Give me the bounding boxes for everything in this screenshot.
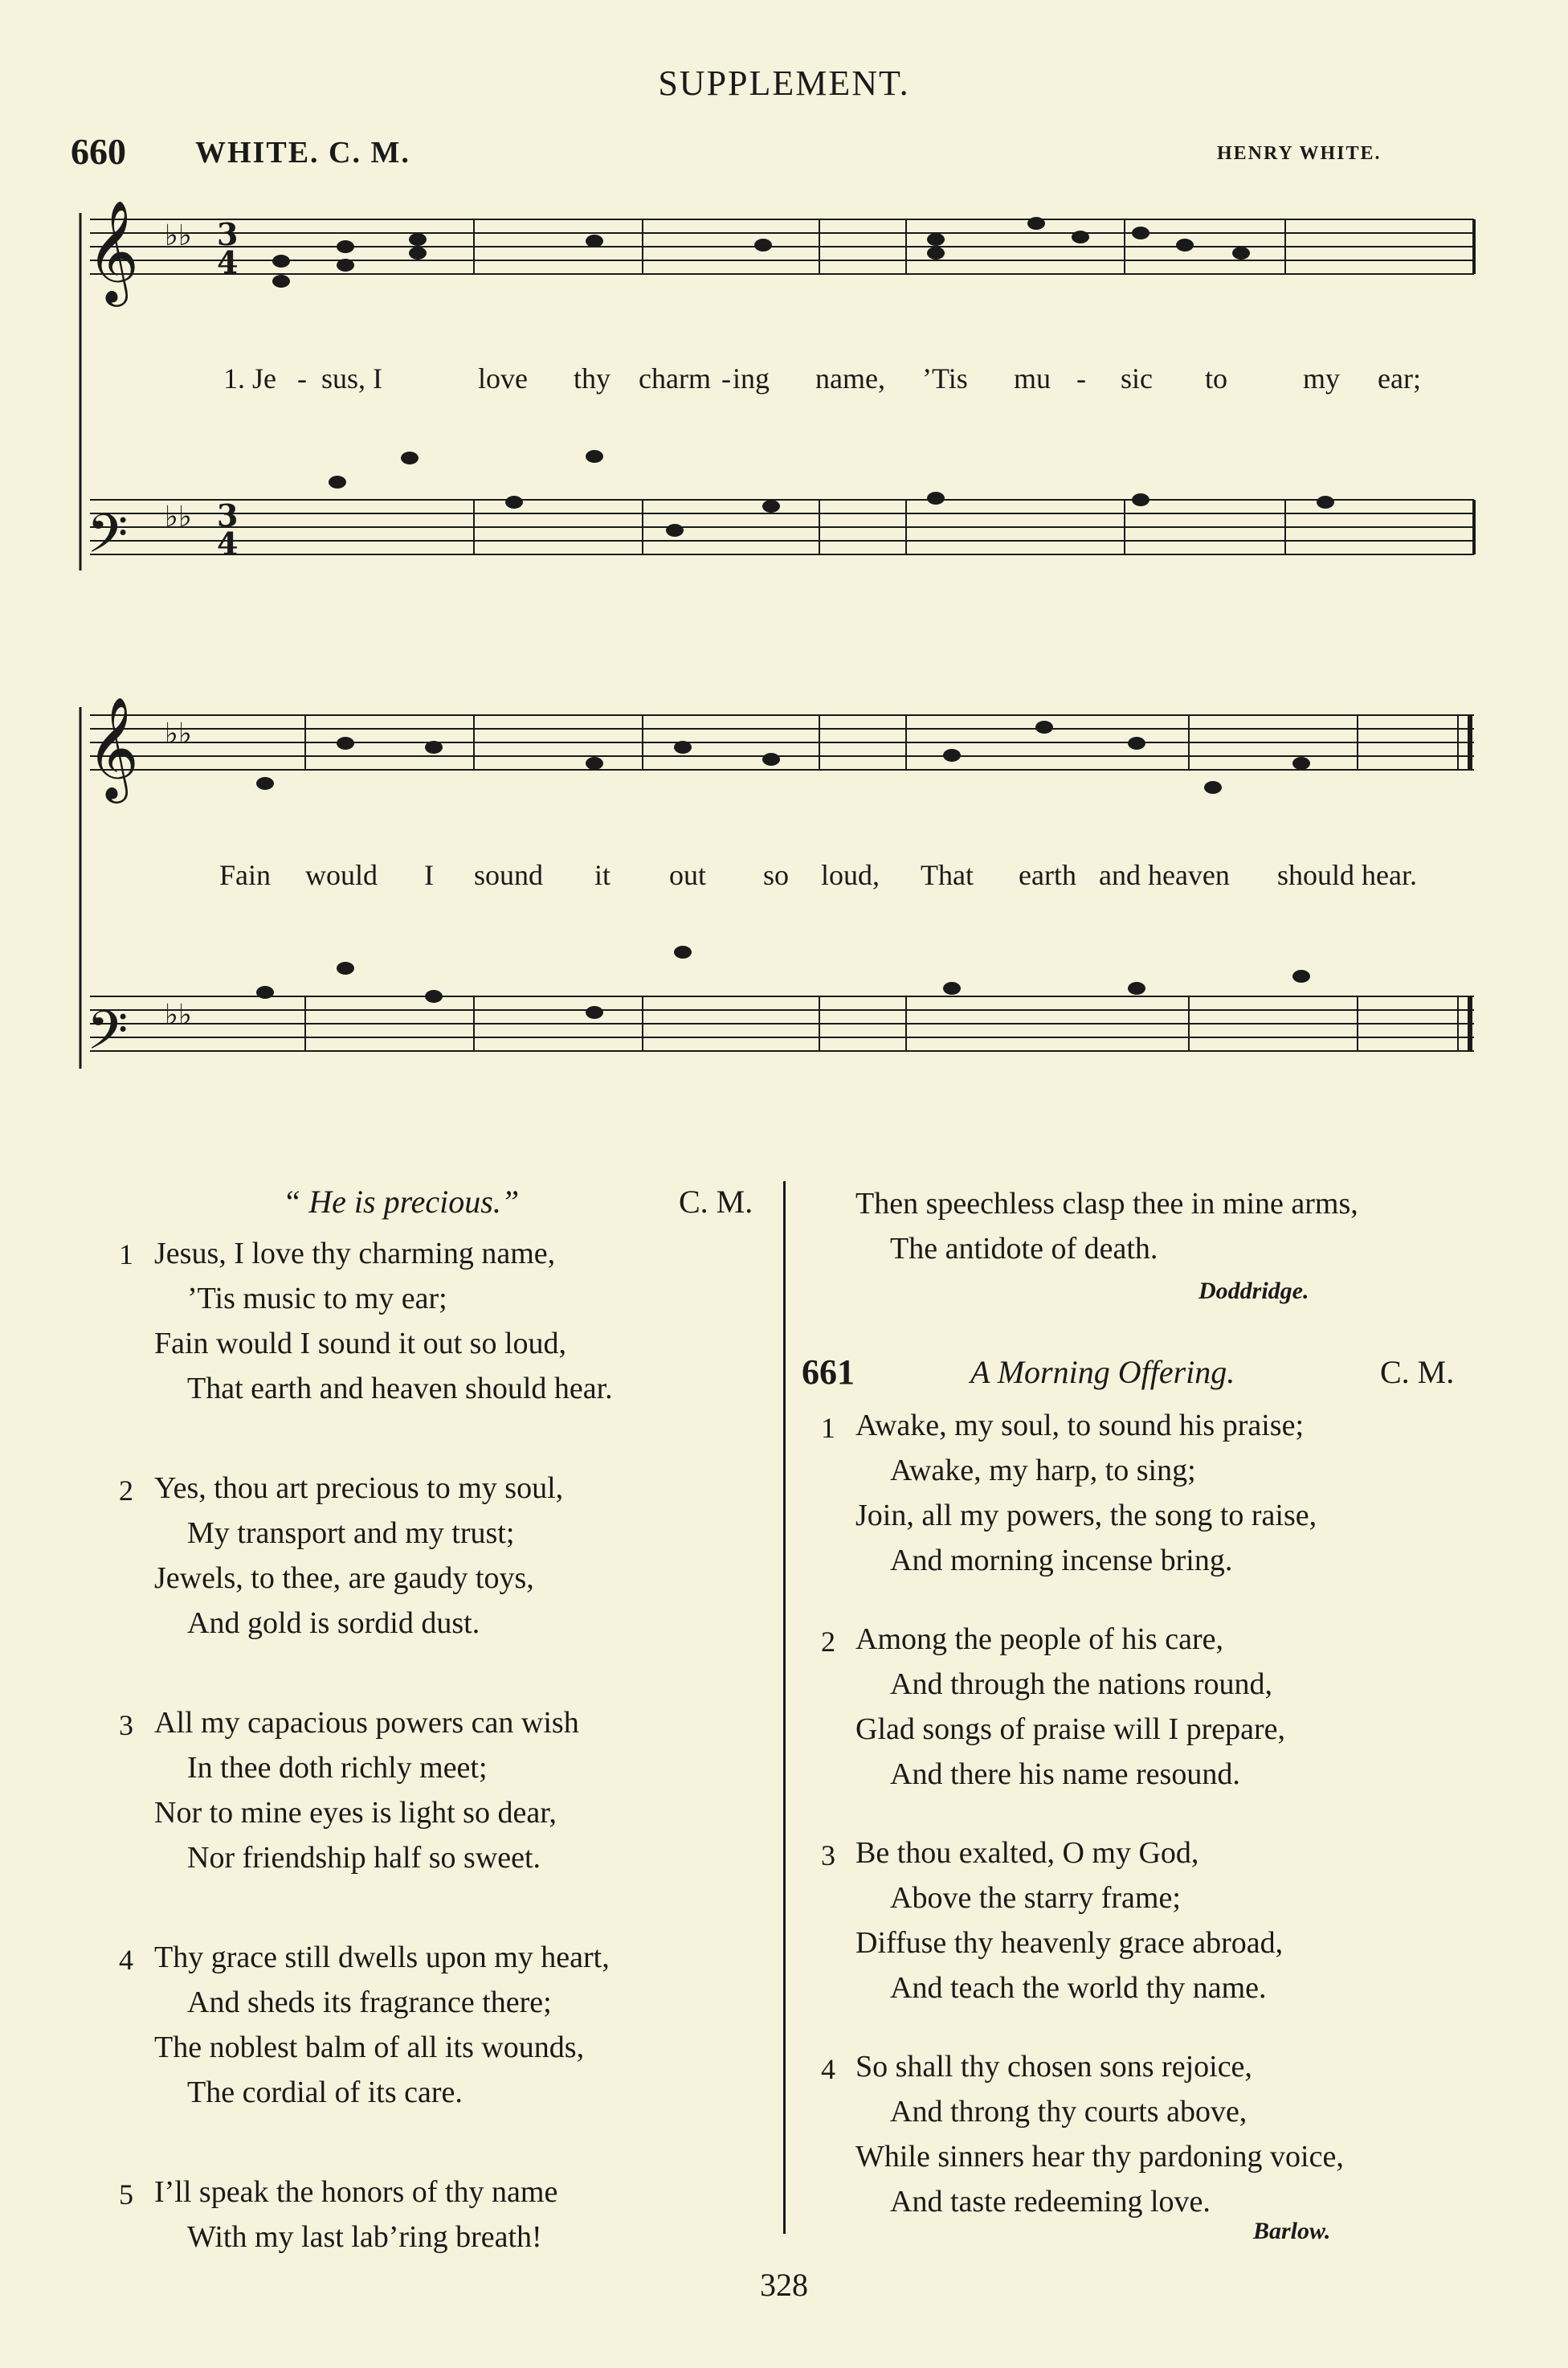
bass-clef-icon: 𝄢 bbox=[87, 1000, 129, 1074]
stanza-line: Yes, thou art precious to my soul, bbox=[154, 1471, 564, 1505]
music-lyric: ing bbox=[733, 362, 770, 395]
stanza-number: 2 bbox=[119, 1474, 133, 1507]
svg-text:♭♭: ♭♭ bbox=[165, 999, 192, 1032]
stanza-line: The antidote of death. bbox=[890, 1232, 1158, 1266]
treble-clef-icon: 𝄞 bbox=[87, 696, 140, 799]
svg-text:4: 4 bbox=[217, 526, 239, 562]
stanza-line: Glad songs of praise will I prepare, bbox=[855, 1712, 1286, 1746]
music-lyric: loud, bbox=[821, 859, 880, 891]
stanza-number: 2 bbox=[821, 1626, 835, 1658]
music-lyric: sus, I bbox=[321, 362, 383, 395]
stanza-line: That earth and heaven should hear. bbox=[187, 1372, 613, 1405]
stanza-line: And morning incense bring. bbox=[890, 1544, 1233, 1577]
page-header: SUPPLEMENT. bbox=[658, 63, 910, 103]
stanza-line: Thy grace still dwells upon my heart, bbox=[154, 1941, 610, 1974]
stanza-line: Nor friendship half so sweet. bbox=[187, 1841, 541, 1875]
music-lyric: my bbox=[1303, 362, 1341, 395]
stanza-line: Jewels, to thee, are gaudy toys, bbox=[154, 1561, 534, 1595]
music-score bbox=[0, 0, 1568, 1125]
music-lyric: sic bbox=[1121, 362, 1153, 395]
music-lyric: I bbox=[424, 859, 434, 891]
stanza-line: Fain would I sound it out so loud, bbox=[154, 1327, 567, 1360]
music-lyric: mu bbox=[1014, 362, 1051, 395]
stanza-line: The cordial of its care. bbox=[187, 2076, 463, 2109]
music-lyric: - bbox=[721, 362, 731, 395]
composer-name: HENRY WHITE. bbox=[1217, 143, 1382, 164]
hymn-title: “ He is precious.” bbox=[283, 1184, 520, 1220]
stanza-line: And teach the world thy name. bbox=[890, 1971, 1267, 2005]
stanza-line: With my last lab’ring breath! bbox=[187, 2220, 542, 2254]
treble-clef-icon: 𝄞 bbox=[87, 199, 140, 302]
music-lyric: ’Tis bbox=[922, 362, 968, 395]
stanza-line: Awake, my soul, to sound his praise; bbox=[855, 1409, 1305, 1442]
music-lyric: - bbox=[297, 362, 307, 395]
hymn-number: 661 bbox=[802, 1352, 855, 1392]
stanza-line: In thee doth richly meet; bbox=[187, 1751, 488, 1785]
bass-clef-icon: 𝄢 bbox=[87, 503, 129, 578]
stanza-number: 5 bbox=[119, 2178, 133, 2211]
stanza-line: And taste redeeming love. bbox=[890, 2185, 1211, 2219]
stanza-line: And through the nations round, bbox=[890, 1667, 1273, 1701]
stanza-line: Awake, my harp, to sing; bbox=[890, 1454, 1196, 1487]
music-lyric: charm bbox=[639, 362, 711, 395]
music-lyric: 1. Je bbox=[223, 362, 276, 395]
music-lyric: love bbox=[478, 362, 528, 395]
music-lyric: ear; bbox=[1378, 362, 1421, 395]
hymn-meter: C. M. bbox=[679, 1184, 753, 1220]
stanza-line: ’Tis music to my ear; bbox=[187, 1282, 447, 1315]
stanza-line: My transport and my trust; bbox=[187, 1516, 515, 1550]
author-attribution: Doddridge. bbox=[1198, 1278, 1309, 1304]
stanza-number: 4 bbox=[821, 2053, 835, 2085]
tune-name: WHITE. C. M. bbox=[195, 136, 410, 170]
staff-bass-2 bbox=[90, 996, 1474, 1051]
hymn-title: A Morning Offering. bbox=[970, 1354, 1235, 1390]
music-lyric: name, bbox=[815, 362, 885, 395]
stanza-line: Nor to mine eyes is light so dear, bbox=[154, 1796, 557, 1830]
hymn-meter: C. M. bbox=[1380, 1354, 1455, 1390]
music-lyric: thy bbox=[574, 362, 611, 395]
svg-text:♭♭: ♭♭ bbox=[165, 501, 192, 534]
stanza-number: 4 bbox=[119, 1944, 133, 1976]
stanza-number: 1 bbox=[119, 1238, 133, 1270]
stanza-line: The noblest balm of all its wounds, bbox=[154, 2031, 585, 2064]
stanza-line: Jesus, I love thy charming name, bbox=[154, 1237, 556, 1270]
music-lyric: earth bbox=[1019, 859, 1076, 891]
stanza-line: Be thou exalted, O my God, bbox=[855, 1836, 1199, 1870]
stanza-line: Among the people of his care, bbox=[855, 1622, 1223, 1656]
music-lyric: it bbox=[594, 859, 611, 891]
stanza-line: Join, all my powers, the song to raise, bbox=[855, 1499, 1317, 1532]
music-lyric: would bbox=[305, 859, 378, 891]
stanza-number: 1 bbox=[821, 1412, 835, 1444]
music-lyric: That bbox=[921, 859, 974, 891]
stanza-line: I’ll speak the honors of thy name bbox=[154, 2175, 558, 2209]
author-attribution: Barlow. bbox=[1253, 2218, 1331, 2244]
stanza-line: And there his name resound. bbox=[890, 1757, 1240, 1791]
page-number: 328 bbox=[760, 2267, 808, 2303]
music-lyric: sound bbox=[474, 859, 544, 891]
music-lyric: to bbox=[1205, 362, 1228, 395]
svg-text:3: 3 bbox=[217, 497, 239, 534]
music-lyric: - bbox=[1076, 362, 1086, 395]
stanza-line: And sheds its fragrance there; bbox=[187, 1986, 552, 2019]
staff-bass-1 bbox=[90, 500, 1474, 554]
column-divider bbox=[783, 1181, 786, 2234]
svg-text:♭♭: ♭♭ bbox=[165, 219, 192, 252]
stanza-line: While sinners hear thy pardoning voice, bbox=[855, 2140, 1344, 2174]
music-lyric: so bbox=[763, 859, 790, 891]
stanza-number: 3 bbox=[119, 1709, 133, 1741]
stanza-line: And throng thy courts above, bbox=[890, 2095, 1247, 2129]
svg-text:4: 4 bbox=[217, 244, 239, 280]
music-lyric: out bbox=[669, 859, 707, 891]
staff-treble-1 bbox=[90, 219, 1474, 274]
hymn-number: 660 bbox=[71, 131, 126, 172]
stanza-line: Above the starry frame; bbox=[890, 1881, 1181, 1915]
staff-treble-2 bbox=[90, 715, 1474, 770]
stanza-line: All my capacious powers can wish bbox=[154, 1706, 579, 1740]
stanza-line: And gold is sordid dust. bbox=[187, 1606, 480, 1640]
music-lyric: and heaven bbox=[1099, 859, 1230, 891]
svg-text:♭♭: ♭♭ bbox=[165, 718, 192, 750]
stanza-number: 3 bbox=[821, 1839, 835, 1871]
stanza-line: Then speechless clasp thee in mine arms, bbox=[855, 1187, 1358, 1221]
music-lyric: should hear. bbox=[1277, 859, 1417, 891]
music-lyric: Fain bbox=[219, 859, 272, 891]
svg-text:3: 3 bbox=[217, 216, 239, 252]
stanza-line: So shall thy chosen sons rejoice, bbox=[855, 2050, 1252, 2084]
stanza-line: Diffuse thy heavenly grace abroad, bbox=[855, 1926, 1284, 1960]
